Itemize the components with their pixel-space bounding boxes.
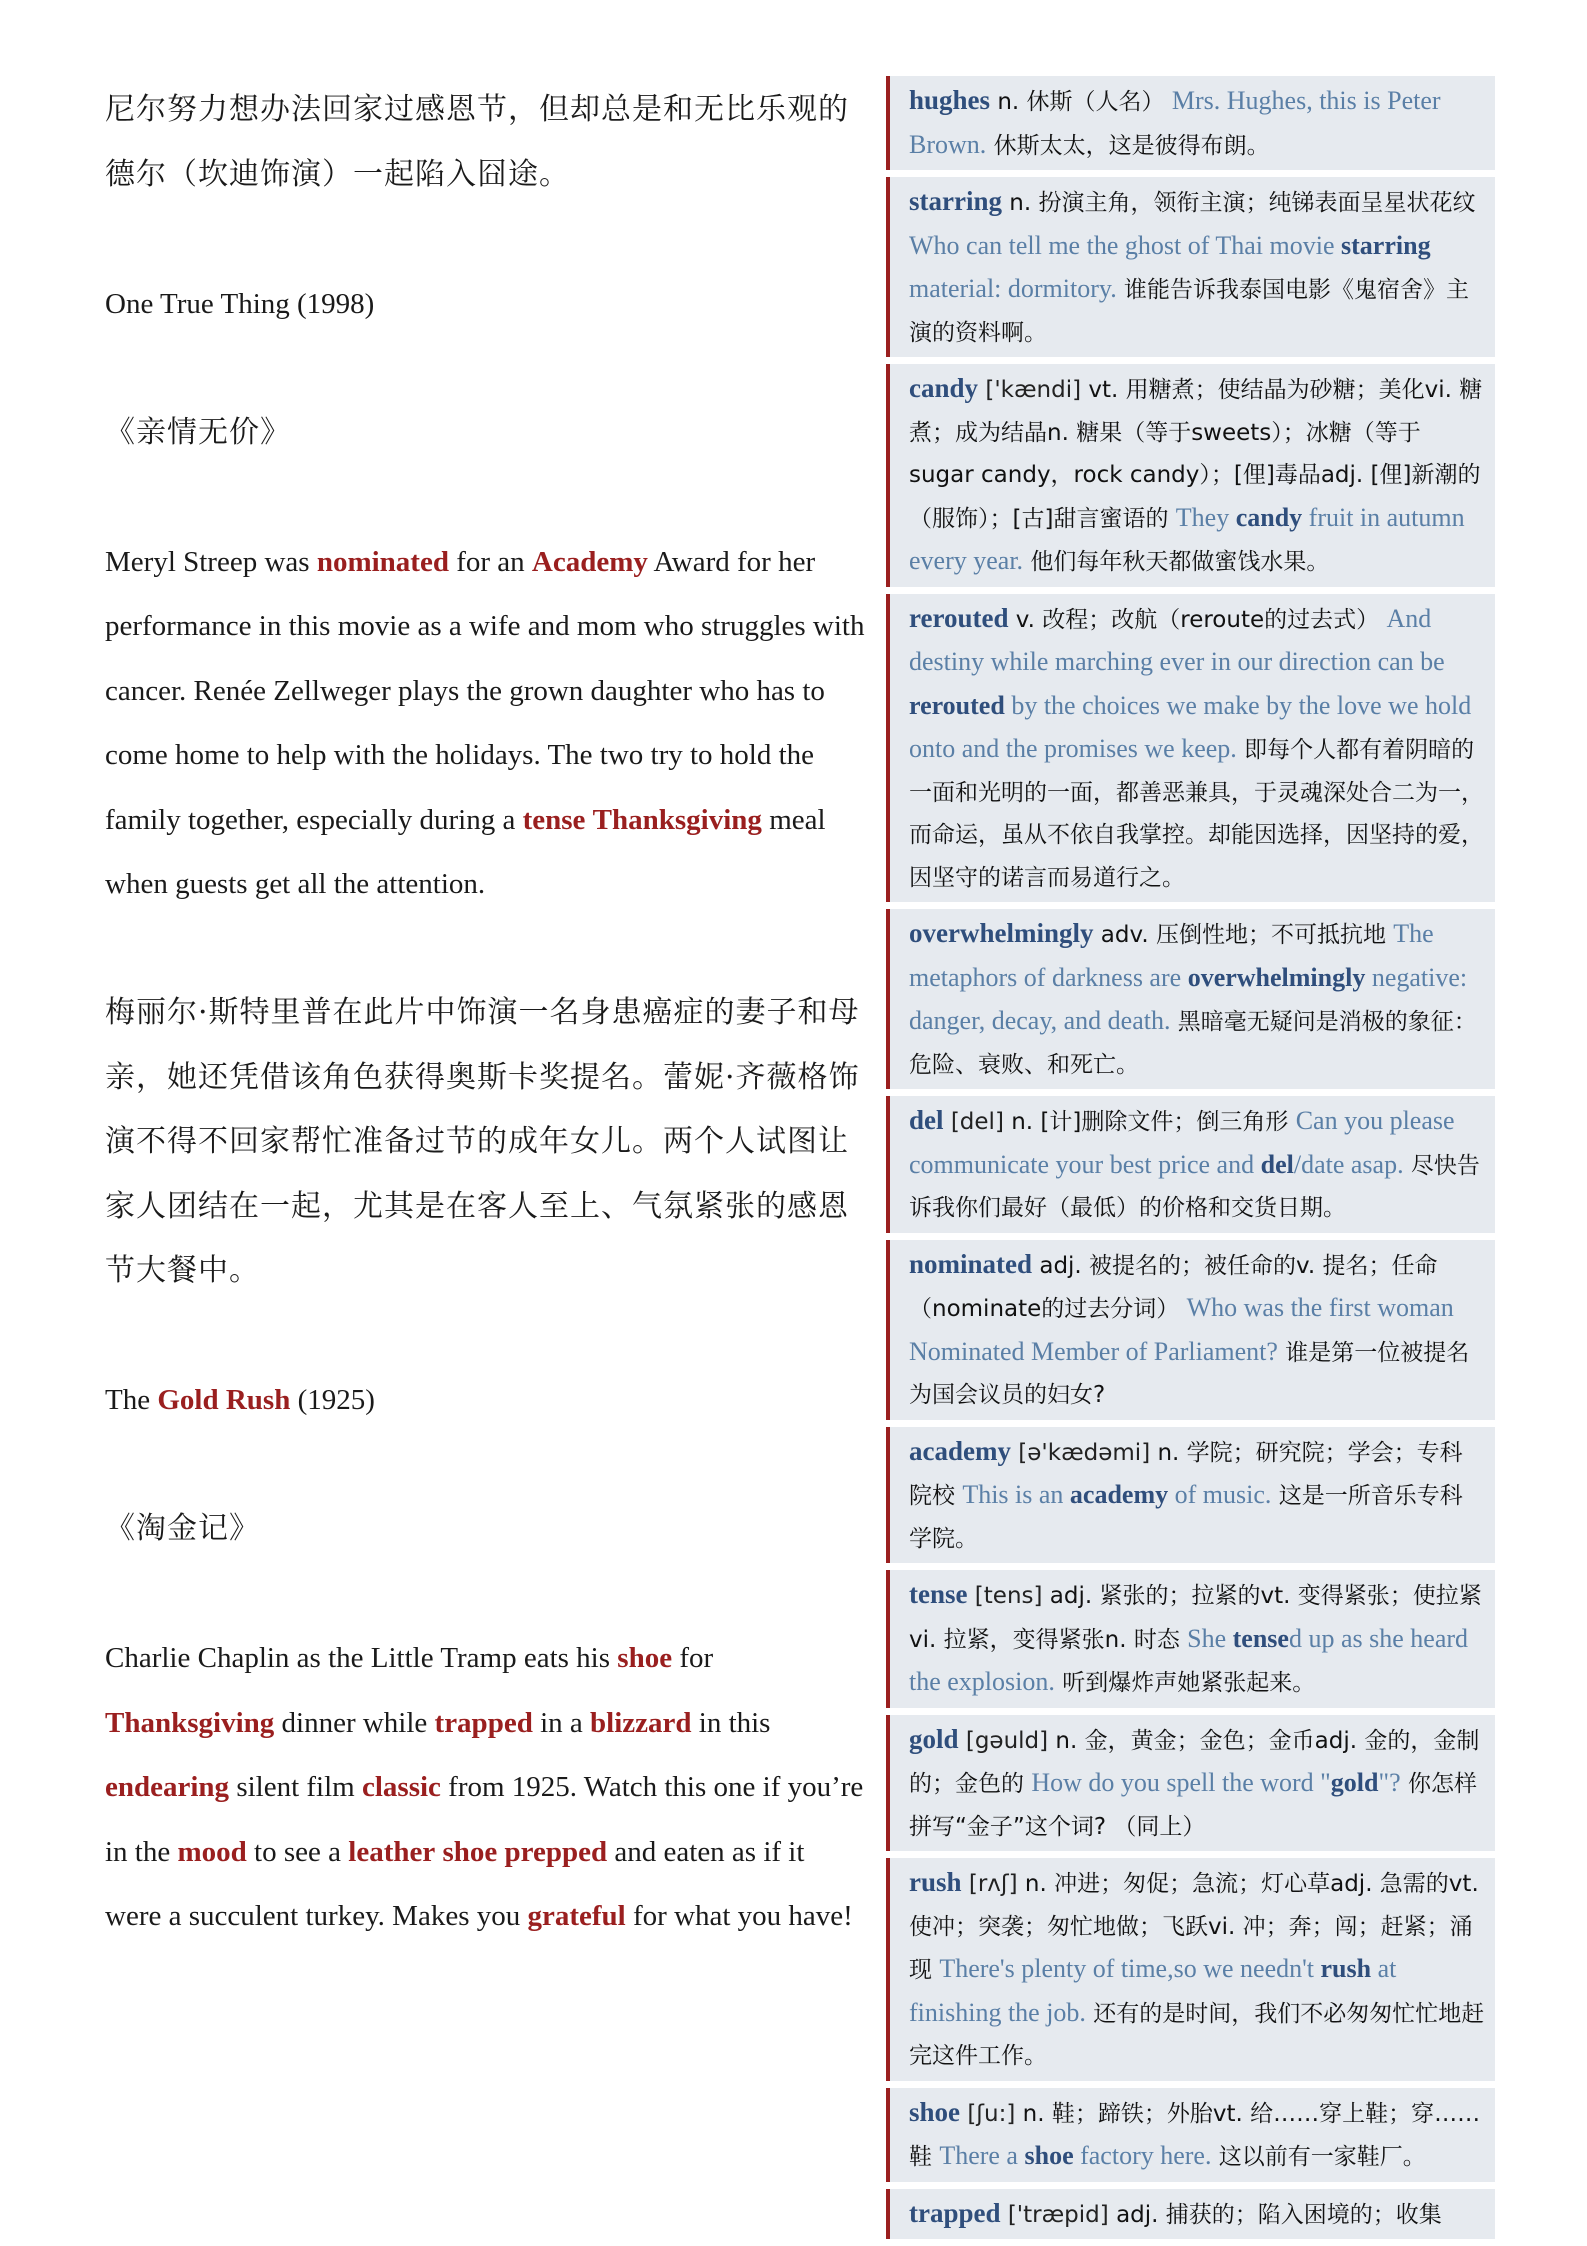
text-run: for <box>672 1642 714 1674</box>
vocab-translation: 谁能告诉我泰国电影《鬼宿舍》主演的资料啊。 <box>909 277 1470 346</box>
highlighted-word: mood <box>177 1835 247 1868</box>
text-run <box>219 1384 226 1416</box>
vocab-phonetic: [del] <box>950 1109 1004 1135</box>
highlighted-word: Rush <box>225 1384 291 1416</box>
movie-cn-title: 《淘金记》 <box>105 1511 260 1546</box>
vocab-translation: 休斯太太，这是彼得布朗。 <box>993 132 1270 159</box>
vocab-entry <box>886 76 1495 170</box>
vocab-definition: n. 学院；研究院；学会；专科院校 <box>909 1439 1463 1509</box>
highlighted-word: blizzard <box>590 1706 692 1739</box>
vocab-entry <box>886 364 1495 587</box>
highlighted-word: Thanksgiving <box>105 1706 275 1739</box>
vocab-word: gold <box>909 1723 959 1754</box>
vocab-translation: 他们每年秋天都做蜜饯水果。 <box>1030 549 1330 575</box>
vocab-word: tense <box>909 1579 968 1609</box>
vocab-phonetic: ['træpid] <box>1007 2201 1109 2228</box>
vocab-example: The metaphors of darkness are overwhelmingly negative: danger, decay, and death. <box>909 919 1468 1035</box>
highlighted-word: leather <box>348 1835 436 1868</box>
vocab-definition: adv. 压倒性地；不可抵抗地 <box>1100 922 1386 948</box>
vocab-entry <box>886 594 1495 903</box>
highlighted-word: grateful <box>527 1900 626 1932</box>
vocab-example: They candy fruit in autumn every year. <box>909 502 1465 575</box>
vocab-phonetic: [gəuld] <box>965 1727 1049 1754</box>
vocab-phonetic: [tens] <box>974 1583 1043 1609</box>
vocab-entry <box>886 2189 1495 2240</box>
vocab-translation: 尽快告诉我你们最好（最低）的价格和交货日期。 <box>909 1152 1480 1221</box>
vocab-example: There's plenty of time,so we needn't rush at finishing the job. <box>909 1954 1397 2027</box>
text-run: in this <box>691 1706 771 1739</box>
vocab-entry <box>886 1240 1495 1420</box>
vocab-word: overwhelmingly <box>909 918 1094 948</box>
vocab-definition: n. 鞋；蹄铁；外胎vt. 给……穿上鞋；穿……鞋 <box>909 2100 1481 2170</box>
vocab-entry <box>886 1715 1495 1852</box>
movie-cn-title: 《亲情无价》 <box>105 414 291 450</box>
vocab-word: hughes <box>909 85 991 115</box>
vocab-phonetic: ['kændi] <box>985 377 1082 403</box>
vocab-example: There a shoe factory here. <box>939 2141 1212 2170</box>
vocab-definition: v. 改程；改航（reroute的过去式） <box>1015 606 1380 633</box>
vocab-example: How do you spell the word "gold"? <box>1031 1768 1401 1797</box>
highlighted-word: Gold <box>157 1384 219 1416</box>
vocab-entry <box>886 909 1495 1089</box>
vocab-entry <box>886 1570 1495 1708</box>
vocab-translation: 这以前有一家鞋厂。 <box>1218 2144 1426 2170</box>
vocab-entry <box>886 1427 1495 1564</box>
vocab-word: nominated <box>909 1248 1033 1279</box>
text-run: from 1925. Watch this one if you’re in the <box>105 1771 864 1868</box>
movie-title: One True Thing (1998) <box>105 287 375 320</box>
main-column <box>105 78 865 1949</box>
vocab-translation: 谁是第一位被提名为国会议员的妇女? <box>909 1339 1470 1408</box>
vocab-definition: adj. 被提名的；被任命的v. 提名；任命（nominate的过去分词） <box>909 1252 1438 1322</box>
highlighted-word: classic <box>361 1771 441 1803</box>
vocab-translation: 你怎样拼写“金子”这个词? （同上） <box>909 1771 1477 1840</box>
vocab-definition: n. 扮演主角，领衔主演；纯锑表面呈星状花纹 <box>1009 190 1476 216</box>
vocab-translation: 黑暗毫无疑问是消极的象征：危险、衰败、和死亡。 <box>909 1009 1477 1078</box>
vocabulary-sidebar <box>886 76 1495 2246</box>
vocab-translation: 即每个人都有着阴暗的一面和光明的一面，都善恶兼具，于灵魂深处合二为一，而命运，虽从不依自我掌控。却能因选择，因坚持的爱，因坚守的诺言而易道行之。 <box>909 737 1484 891</box>
vocab-example: This is an academy of music. <box>962 1480 1272 1509</box>
text-run: Charlie Chaplin as the Little Tramp eats his <box>105 1642 618 1674</box>
vocab-definition: n. 冲进；匆促；急流；灯心草adj. 急需的vt. 使冲；突袭；匆忙地做；飞跃vi. 冲；奔；闯；赶紧；涌现 <box>909 1871 1479 1983</box>
highlighted-word: prepped <box>504 1835 608 1868</box>
highlighted-word: endearing <box>105 1771 230 1803</box>
text-run: Meryl Streep was <box>105 545 317 578</box>
text-run: dinner while <box>274 1706 435 1739</box>
text-run: Award for her performance in this movie as a wife and mom who struggles with cancer. Renée Zellweger plays the grown daughter who has to come home to help with the holidays. The two try to hold the family together, especially during a <box>105 545 865 836</box>
vocab-example: Who was the first woman Nominated Member of Parliament? <box>909 1293 1454 1366</box>
text-run: meal when guests get all the attention. <box>105 803 826 900</box>
vocab-entry <box>886 1858 1495 2081</box>
vocab-word: rerouted <box>909 602 1009 633</box>
movie-description <box>105 530 865 917</box>
highlighted-word: shoe <box>442 1835 498 1868</box>
text-run <box>497 1836 504 1868</box>
vocab-word: shoe <box>909 2096 961 2127</box>
vocab-word: trapped <box>909 2197 1001 2228</box>
highlighted-word: tense <box>522 803 586 836</box>
highlighted-word: nominated <box>316 545 449 578</box>
vocab-entry <box>886 2088 1495 2182</box>
vocab-translation: 还有的是时间，我们不必匆匆忙忙地赶完这件工作。 <box>909 2000 1485 2069</box>
text-run: for what you have! <box>625 1900 853 1932</box>
vocab-example: Mrs. Hughes, this is Peter Brown. <box>909 86 1441 159</box>
movie-cn-description: 梅丽尔·斯特里普在此片中饰演一名身患癌症的妻子和母亲，她还凭借该角色获得奥斯卡奖提名。蕾妮·齐薇格饰演不得不回家帮忙准备过节的成年女儿。两个人试图让家人团结在一起，尤其是在客人至上、气氛紧张的感恩节大餐中。 <box>105 995 860 1288</box>
movie-description <box>105 1626 865 1949</box>
vocab-definition: n. 休斯（人名） <box>997 89 1165 115</box>
vocab-word: academy <box>909 1435 1011 1466</box>
vocab-entry <box>886 177 1495 357</box>
text-run: silent film <box>229 1771 362 1803</box>
text-run: The <box>105 1384 158 1416</box>
vocab-definition: n. [计]删除文件；倒三角形 <box>1011 1109 1289 1135</box>
vocab-word: starring <box>909 186 1002 216</box>
text-run: to see a <box>246 1835 349 1868</box>
vocab-definition: vt. 用糖煮；使结晶为砂糖；美化vi. 糖煮；成为结晶n. 糖果（等于sweets）；冰糖（等于sugar candy，rock candy）；[俚]毒品adj. [俚]新潮的（服饰）；[古]甜言蜜语的 <box>909 377 1483 532</box>
vocab-entry <box>886 1096 1495 1233</box>
vocab-example: Who can tell me the ghost of Thai movie starring material: dormitory. <box>909 230 1431 303</box>
highlighted-word: shoe <box>617 1642 673 1674</box>
text-run <box>585 804 592 836</box>
vocab-translation: 这是一所音乐专科学院。 <box>909 1483 1463 1552</box>
movie-title <box>105 1368 865 1433</box>
text-run: and eaten as if it were a succulent turkey. Makes you <box>105 1835 805 1932</box>
vocab-example: Can you please communicate your best price and del/date asap. <box>909 1106 1455 1179</box>
highlighted-word: trapped <box>434 1706 533 1739</box>
vocab-translation: 听到爆炸声她紧张起来。 <box>1062 1670 1316 1696</box>
vocab-definition: adj. 紧张的；拉紧的vt. 变得紧张；使拉紧vi. 拉紧，变得紧张n. 时态 <box>909 1583 1482 1653</box>
vocab-definition: n. 金，黄金；金色；金币adj. 金的，金制的；金色的 <box>909 1727 1480 1797</box>
vocab-phonetic: [ə'kædəmi] <box>1018 1439 1151 1466</box>
highlighted-word: Thanksgiving <box>592 803 762 836</box>
intro-cn-paragraph: 尼尔努力想办法回家过感恩节，但却总是和无比乐观的德尔（坎迪饰演）一起陷入囧途。 <box>105 92 849 192</box>
highlighted-word: Academy <box>531 545 648 578</box>
vocab-word: rush <box>909 1867 962 1897</box>
vocab-example: And destiny while marching ever in our direction can be rerouted by the choices we make by the love we hold onto and the promises we keep. <box>909 603 1472 763</box>
vocab-word: del <box>909 1105 944 1135</box>
text-run: in a <box>532 1706 591 1739</box>
vocab-phonetic: [rʌʃ] <box>968 1871 1018 1897</box>
vocab-example: She tensed up as she heard the explosion. <box>909 1623 1469 1696</box>
vocab-phonetic: [ʃu:] <box>967 2100 1016 2127</box>
vocab-definition: adj. 捕获的；陷入困境的；收集 <box>1116 2201 1442 2228</box>
text-run: (1925) <box>290 1384 375 1416</box>
text-run: for an <box>448 545 532 578</box>
vocab-word: candy <box>909 373 979 403</box>
